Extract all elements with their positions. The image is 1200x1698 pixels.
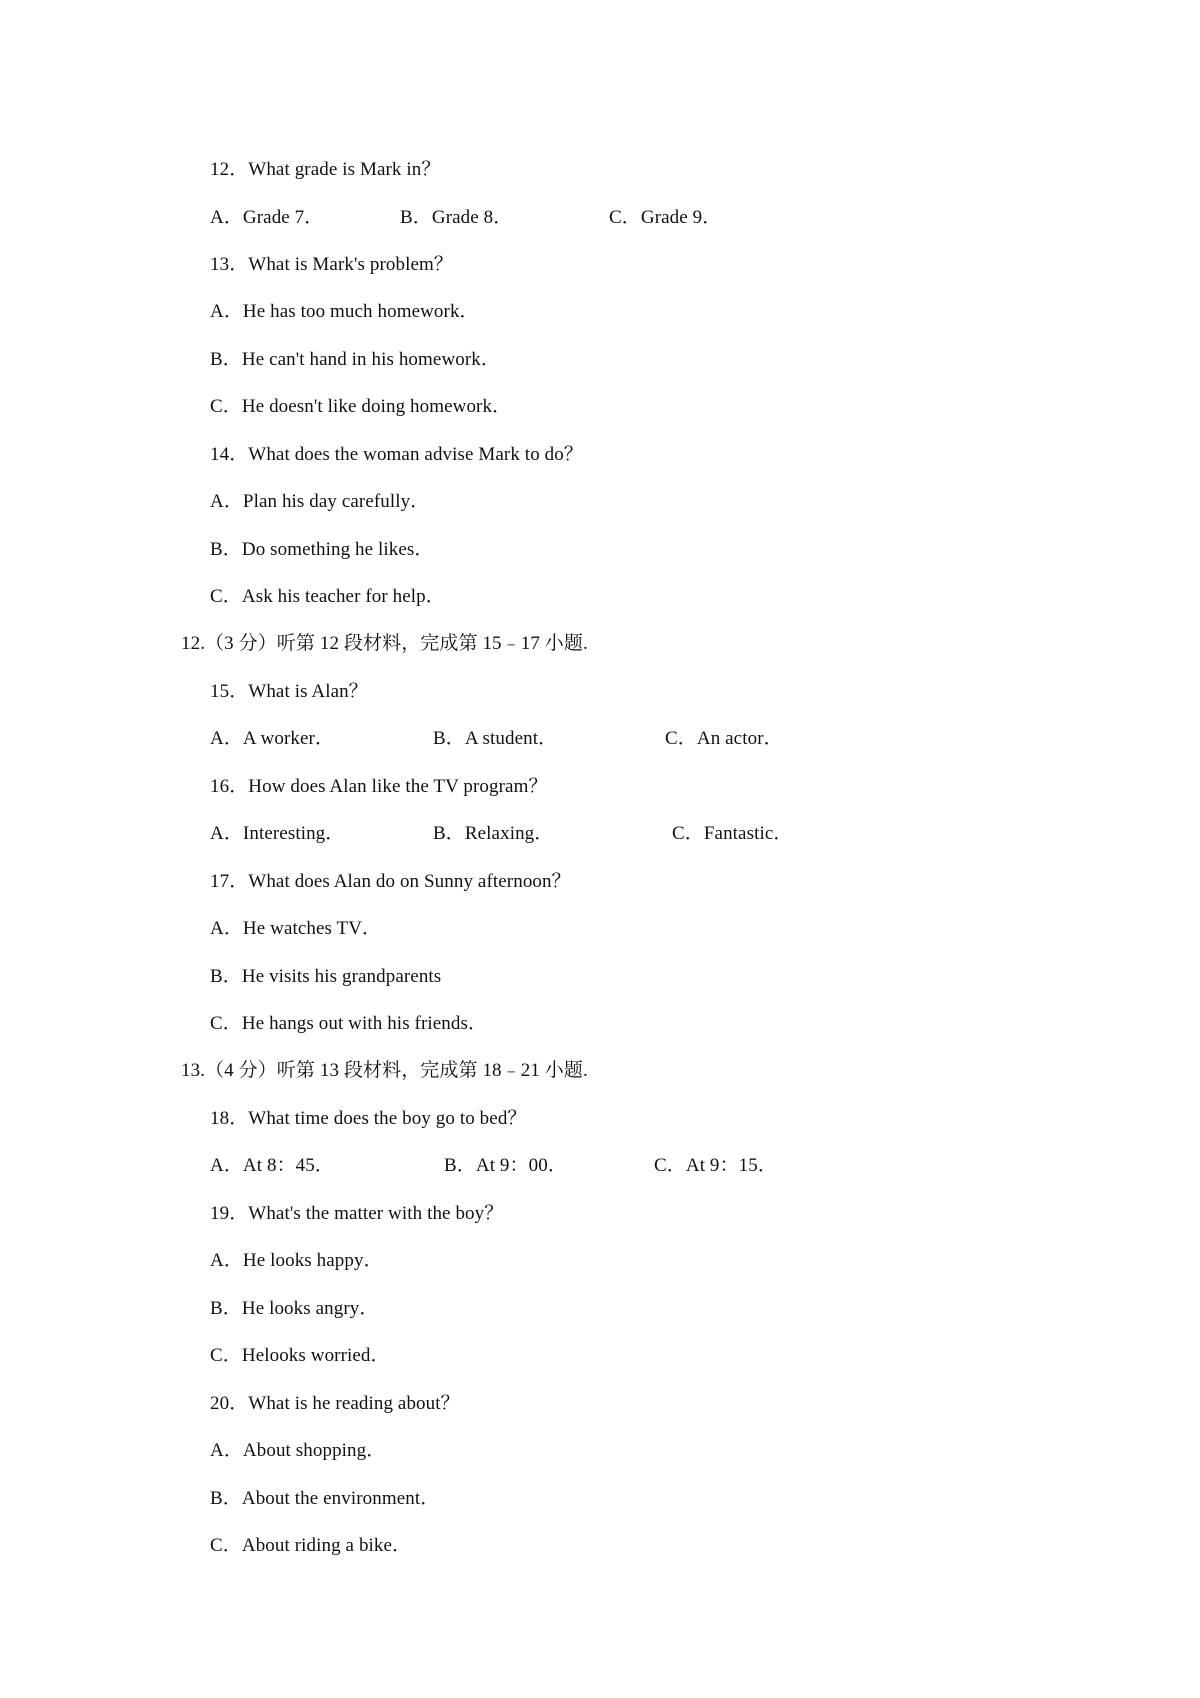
section-heading-13: 13.（4 分）听第 13 段材料，完成第 18﹣21 小题. [181, 1060, 588, 1081]
option-15-a: A．A worker． [210, 728, 335, 749]
option-12-c: C．Grade 9． [609, 207, 722, 228]
option-20-b: B．About the environment． [210, 1488, 440, 1509]
option-18-c: C．At 9：15． [654, 1155, 777, 1176]
option-16-a: A．Interesting． [210, 823, 345, 844]
option-13-b: B．He can't hand in his homework． [210, 349, 500, 370]
option-20-c: C．About riding a bike． [210, 1535, 412, 1556]
option-12-b: B．Grade 8． [400, 207, 513, 228]
option-14-b: B．Do something he likes． [210, 539, 434, 560]
question-20: 20．What is he reading about？ [210, 1393, 460, 1414]
question-13: 13．What is Mark's problem？ [210, 254, 453, 275]
options-row-15 [210, 727, 810, 751]
options-row-12 [210, 206, 770, 230]
question-12: 12．What grade is Mark in？ [210, 159, 441, 180]
option-15-b: B．A student． [433, 728, 558, 749]
option-14-c: C．Ask his teacher for help． [210, 586, 445, 607]
question-14: 14．What does the woman advise Mark to do？ [210, 444, 583, 465]
options-row-18 [210, 1154, 810, 1178]
question-18: 18．What time does the boy go to bed？ [210, 1108, 527, 1129]
option-13-c: C．He doesn't like doing homework． [210, 396, 512, 417]
option-16-b: B．Relaxing． [433, 823, 554, 844]
section-heading-12: 12.（3 分）听第 12 段材料，完成第 15﹣17 小题. [181, 633, 588, 654]
question-16: 16．How does Alan like the TV program？ [210, 776, 548, 797]
option-12-a: A．Grade 7． [210, 207, 324, 228]
option-17-c: C．He hangs out with his friends． [210, 1013, 488, 1034]
options-row-16 [210, 822, 810, 846]
question-19: 19．What's the matter with the boy？ [210, 1203, 504, 1224]
option-18-a: A．At 8：45． [210, 1155, 334, 1176]
option-18-b: B．At 9：00． [444, 1155, 567, 1176]
option-19-a: A．He looks happy． [210, 1250, 383, 1271]
option-15-c: C．An actor． [665, 728, 783, 749]
option-20-a: A．About shopping． [210, 1440, 386, 1461]
option-17-a: A．He watches TV． [210, 918, 382, 939]
option-19-c: C．Helooks worried． [210, 1345, 390, 1366]
option-17-b: B．He visits his grandparents [210, 966, 442, 987]
option-19-b: B．He looks angry． [210, 1298, 379, 1319]
option-13-a: A．He has too much homework． [210, 301, 479, 322]
question-15: 15．What is Alan？ [210, 681, 368, 702]
option-14-a: A．Plan his day carefully． [210, 491, 430, 512]
question-17: 17．What does Alan do on Sunny afternoon？ [210, 871, 571, 892]
option-16-c: C．Fantastic． [672, 823, 793, 844]
